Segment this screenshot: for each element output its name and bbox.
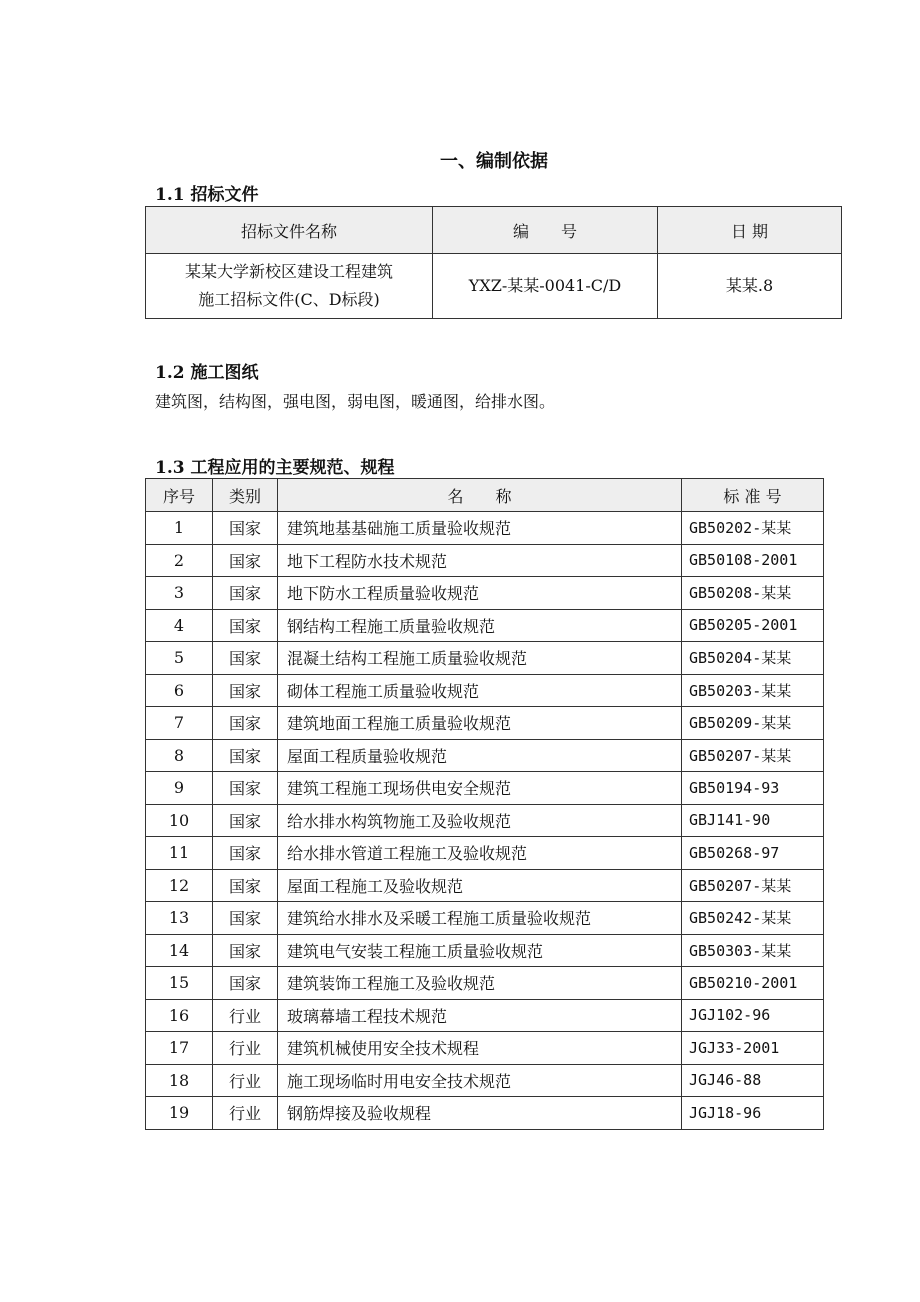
cell-type: 国家	[213, 642, 278, 675]
cell-seq: 1	[146, 512, 213, 545]
table-row	[146, 674, 824, 707]
table-row	[146, 772, 824, 805]
cell-type: 国家	[213, 544, 278, 577]
cell-seq: 5	[146, 642, 213, 675]
cell-seq: 18	[146, 1064, 213, 1097]
table-row	[146, 739, 824, 772]
cell-name: 混凝土结构工程施工质量验收规范	[278, 642, 682, 675]
header-doc-date: 日 期	[658, 207, 842, 254]
header-name: 名 称	[278, 479, 682, 512]
table-row	[146, 642, 824, 675]
table-row	[146, 1097, 824, 1130]
cell-doc-name	[146, 254, 433, 319]
cell-type: 行业	[213, 999, 278, 1032]
table-header-row	[146, 207, 842, 254]
table-row	[146, 707, 824, 740]
cell-std: GB50210-2001	[682, 967, 824, 1000]
cell-doc-date: 某某.8	[658, 254, 842, 319]
cell-seq: 12	[146, 869, 213, 902]
cell-type: 国家	[213, 837, 278, 870]
cell-seq: 19	[146, 1097, 213, 1130]
cell-seq: 4	[146, 609, 213, 642]
section-heading-standards: 1.3 工程应用的主要规范、规程	[155, 458, 395, 478]
cell-std: GB50242-某某	[682, 902, 824, 935]
table-row	[146, 967, 824, 1000]
cell-seq: 17	[146, 1032, 213, 1065]
cell-name: 建筑电气安装工程施工质量验收规范	[278, 934, 682, 967]
bidding-docs-table	[145, 206, 842, 319]
cell-std: GB50207-某某	[682, 739, 824, 772]
cell-name: 建筑地基基础施工质量验收规范	[278, 512, 682, 545]
table-row	[146, 837, 824, 870]
cell-type: 国家	[213, 902, 278, 935]
cell-seq: 11	[146, 837, 213, 870]
cell-type: 国家	[213, 739, 278, 772]
section-heading-bidding-docs: 1.1 招标文件	[155, 185, 259, 205]
header-type: 类别	[213, 479, 278, 512]
cell-name: 钢筋焊接及验收规程	[278, 1097, 682, 1130]
cell-name: 建筑装饰工程施工及验收规范	[278, 967, 682, 1000]
table-row	[146, 869, 824, 902]
cell-type: 国家	[213, 967, 278, 1000]
cell-name: 给水排水管道工程施工及验收规范	[278, 837, 682, 870]
cell-type: 国家	[213, 577, 278, 610]
cell-std: GB50204-某某	[682, 642, 824, 675]
cell-name: 玻璃幕墙工程技术规范	[278, 999, 682, 1032]
cell-std: GB50108-2001	[682, 544, 824, 577]
doc-name-line-2: 施工招标文件(C、D标段)	[198, 290, 380, 309]
cell-name: 建筑地面工程施工质量验收规范	[278, 707, 682, 740]
doc-name-line-1: 某某大学新校区建设工程建筑	[184, 262, 393, 281]
cell-name: 砌体工程施工质量验收规范	[278, 674, 682, 707]
cell-name: 钢结构工程施工质量验收规范	[278, 609, 682, 642]
cell-name: 给水排水构筑物施工及验收规范	[278, 804, 682, 837]
table-row	[146, 254, 842, 319]
table-row	[146, 609, 824, 642]
cell-std: GB50203-某某	[682, 674, 824, 707]
cell-std: GB50205-2001	[682, 609, 824, 642]
cell-type: 行业	[213, 1097, 278, 1130]
cell-name: 建筑工程施工现场供电安全规范	[278, 772, 682, 805]
cell-type: 国家	[213, 869, 278, 902]
table-row	[146, 804, 824, 837]
section-heading-drawings: 1.2 施工图纸	[155, 363, 259, 383]
standards-table	[145, 478, 824, 1130]
cell-std: GB50194-93	[682, 772, 824, 805]
drawings-list-text: 建筑图，结构图，强电图，弱电图，暖通图，给排水图。	[155, 392, 556, 411]
table-row	[146, 999, 824, 1032]
cell-seq: 6	[146, 674, 213, 707]
table-row	[146, 1064, 824, 1097]
cell-seq: 14	[146, 934, 213, 967]
cell-name: 地下防水工程质量验收规范	[278, 577, 682, 610]
header-doc-number: 编 号	[433, 207, 658, 254]
cell-name: 地下工程防水技术规范	[278, 544, 682, 577]
cell-std: GBJ141-90	[682, 804, 824, 837]
cell-seq: 13	[146, 902, 213, 935]
cell-type: 国家	[213, 804, 278, 837]
cell-std: JGJ18-96	[682, 1097, 824, 1130]
cell-type: 行业	[213, 1032, 278, 1065]
cell-type: 国家	[213, 674, 278, 707]
cell-std: GB50268-97	[682, 837, 824, 870]
document-title: 一、编制依据	[440, 151, 548, 172]
cell-seq: 16	[146, 999, 213, 1032]
table-row	[146, 544, 824, 577]
cell-seq: 2	[146, 544, 213, 577]
cell-seq: 8	[146, 739, 213, 772]
cell-type: 国家	[213, 609, 278, 642]
cell-seq: 10	[146, 804, 213, 837]
header-doc-name: 招标文件名称	[146, 207, 433, 254]
cell-name: 建筑机械使用安全技术规程	[278, 1032, 682, 1065]
table-row	[146, 1032, 824, 1065]
cell-std: GB50209-某某	[682, 707, 824, 740]
cell-name: 建筑给水排水及采暖工程施工质量验收规范	[278, 902, 682, 935]
cell-seq: 9	[146, 772, 213, 805]
cell-name: 屋面工程质量验收规范	[278, 739, 682, 772]
cell-std: GB50202-某某	[682, 512, 824, 545]
cell-std: JGJ33-2001	[682, 1032, 824, 1065]
table-row	[146, 577, 824, 610]
cell-type: 国家	[213, 772, 278, 805]
cell-type: 国家	[213, 934, 278, 967]
table-row	[146, 902, 824, 935]
cell-name: 屋面工程施工及验收规范	[278, 869, 682, 902]
cell-type: 国家	[213, 512, 278, 545]
cell-std: GB50207-某某	[682, 869, 824, 902]
cell-seq: 7	[146, 707, 213, 740]
cell-std: GB50208-某某	[682, 577, 824, 610]
cell-doc-number: YXZ-某某-0041-C/D	[433, 254, 658, 319]
cell-std: JGJ46-88	[682, 1064, 824, 1097]
cell-name: 施工现场临时用电安全技术规范	[278, 1064, 682, 1097]
cell-type: 国家	[213, 707, 278, 740]
cell-std: GB50303-某某	[682, 934, 824, 967]
cell-seq: 3	[146, 577, 213, 610]
table-row	[146, 512, 824, 545]
cell-std: JGJ102-96	[682, 999, 824, 1032]
header-std: 标 准 号	[682, 479, 824, 512]
cell-type: 行业	[213, 1064, 278, 1097]
table-header-row	[146, 479, 824, 512]
header-seq: 序号	[146, 479, 213, 512]
cell-seq: 15	[146, 967, 213, 1000]
table-row	[146, 934, 824, 967]
